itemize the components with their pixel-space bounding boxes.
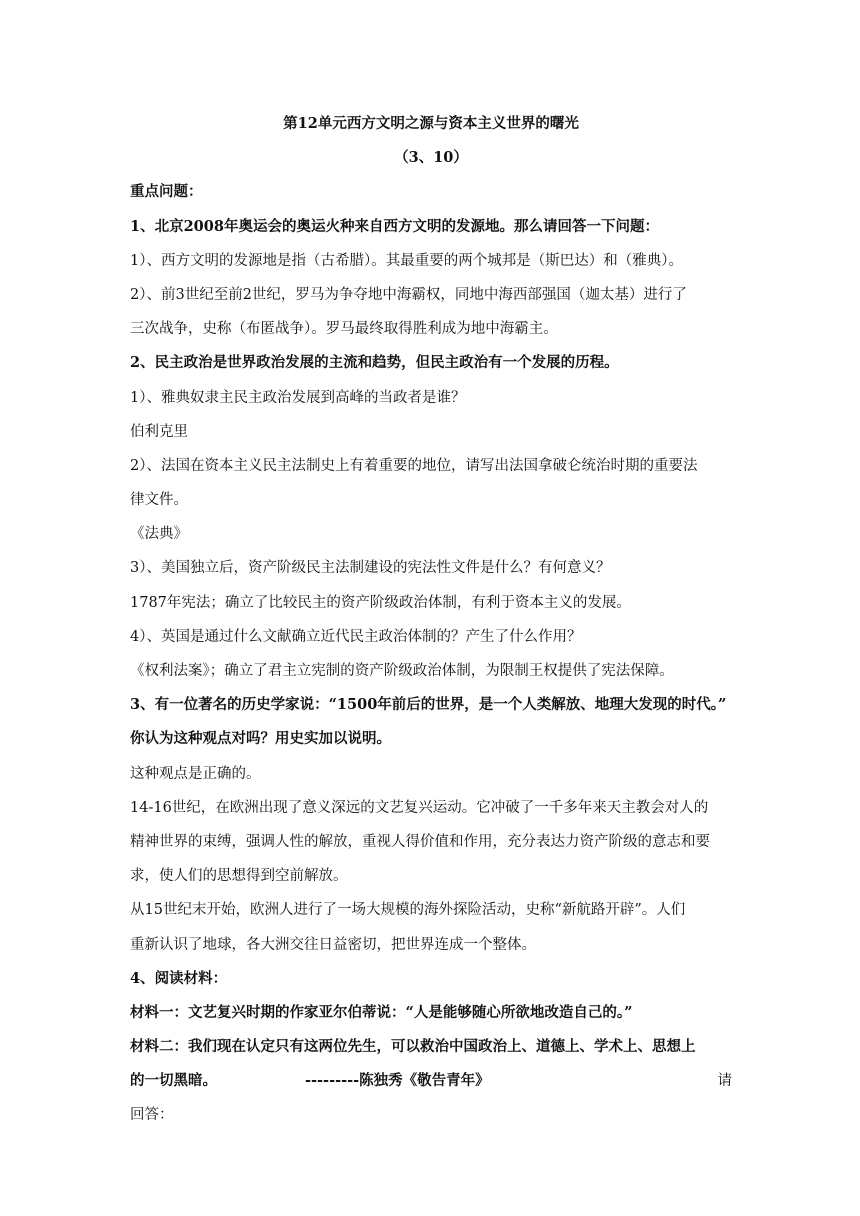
question-1-item-1: 1）、西方文明的发源地是指（古希腊）。其最重要的两个城邦是（斯巴达）和（雅典）。 bbox=[130, 252, 683, 269]
prompt-start: 请 bbox=[717, 1073, 732, 1090]
question-1-item-2-line-1: 2）、前3世纪至前2世纪，罗马为争夺地中海霸权，同地中海西部强国（迦太基）进行了 bbox=[130, 286, 687, 303]
question-1-item-2-line-2: 三次战争，史称（布匿战争）。罗马最终取得胜利成为地中海霸主。 bbox=[130, 321, 558, 338]
question-3-heading-line-1: 3、有一位著名的历史学家说：“1500年前后的世界，是一个人类解放、地理大发现的时代。” bbox=[130, 696, 727, 714]
question-4-prompt-end: 回答： bbox=[130, 1107, 174, 1124]
question-2-item-4-question: 4）、英国是通过什么文献确立近代民主政治体制的？产生了什么作用？ bbox=[130, 628, 582, 645]
question-1-heading: 1、北京2008年奥运会的奥运火种来自西方文明的发源地。那么请回答一下问题： bbox=[130, 217, 659, 235]
question-2-item-2-answer: 《法典》 bbox=[130, 526, 188, 543]
question-2-item-3-question: 3）、美国独立后，资产阶级民主法制建设的宪法性文件是什么？有何意义？ bbox=[130, 560, 611, 577]
document-body bbox=[130, 107, 732, 1133]
question-2-heading: 2、民主政治是世界政治发展的主流和趋势，但民主政治有一个发展的历程。 bbox=[130, 354, 619, 372]
question-2-item-2-question-line-2: 律文件。 bbox=[130, 492, 188, 509]
question-2-item-1-answer: 伯利克里 bbox=[130, 423, 188, 440]
question-3-paragraph-1-line-2: 精神世界的束缚，强调人性的解放，重视人得价值和作用，充分表达力资产阶级的意志和要 bbox=[130, 833, 710, 850]
material-2-source: ---------陈独秀《敬告青年》 bbox=[305, 1072, 490, 1090]
document-subtitle: （3、10） bbox=[394, 149, 468, 167]
question-2-item-4-answer: 《权利法案》；确立了君主立宪制的资产阶级政治体制，为限制王权提供了宪法保障。 bbox=[130, 663, 674, 679]
question-3-paragraph-2-line-1: 从15世纪末开始，欧洲人进行了一场大规模的海外探险活动，史称“新航路开辟”。人们 bbox=[130, 902, 686, 919]
question-2-item-3-answer: 1787年宪法；确立了比较民主的资产阶级政治体制，有利于资本主义的发展。 bbox=[130, 594, 631, 611]
question-4-heading: 4、阅读材料： bbox=[130, 969, 228, 987]
material-2-quote-end: 的一切黑暗。 bbox=[130, 1072, 217, 1090]
question-4-material-1: 材料一：文艺复兴时期的作家亚尔伯蒂说：“人是能够随心所欲地改造自己的。” bbox=[130, 1003, 633, 1021]
question-2-item-1-question: 1）、雅典奴隶主民主政治发展到高峰的当政者是谁？ bbox=[130, 389, 466, 406]
material-2-text-end bbox=[130, 1064, 490, 1098]
question-2-item-2-question-line-1: 2）、法国在资本主义民主法制史上有着重要的地位，请写出法国拿破仑统治时期的重要法 bbox=[130, 457, 698, 474]
question-3-paragraph-2-line-2: 重新认识了地球，各大洲交往日益密切，把世界连成一个整体。 bbox=[130, 936, 536, 953]
question-3-paragraph-1-line-3: 求，使人们的思想得到空前解放。 bbox=[130, 868, 348, 885]
question-3-heading-line-2: 你认为这种观点对吗？用史实加以说明。 bbox=[130, 730, 391, 748]
question-4-material-2-line-2 bbox=[130, 1064, 732, 1098]
question-3-answer-intro: 这种观点是正确的。 bbox=[130, 765, 261, 782]
question-4-material-2-line-1: 材料二：我们现在认定只有这两位先生，可以救治中国政治上、道德上、学术上、思想上 bbox=[130, 1038, 696, 1056]
document-title: 第12单元西方文明之源与资本主义世界的曙光 bbox=[283, 115, 579, 132]
section-heading: 重点问题： bbox=[130, 183, 203, 201]
question-3-paragraph-1-line-1: 14-16世纪，在欧洲出现了意义深远的文艺复兴运动。它冲破了一千多年来天主教会对人的 bbox=[130, 799, 709, 816]
